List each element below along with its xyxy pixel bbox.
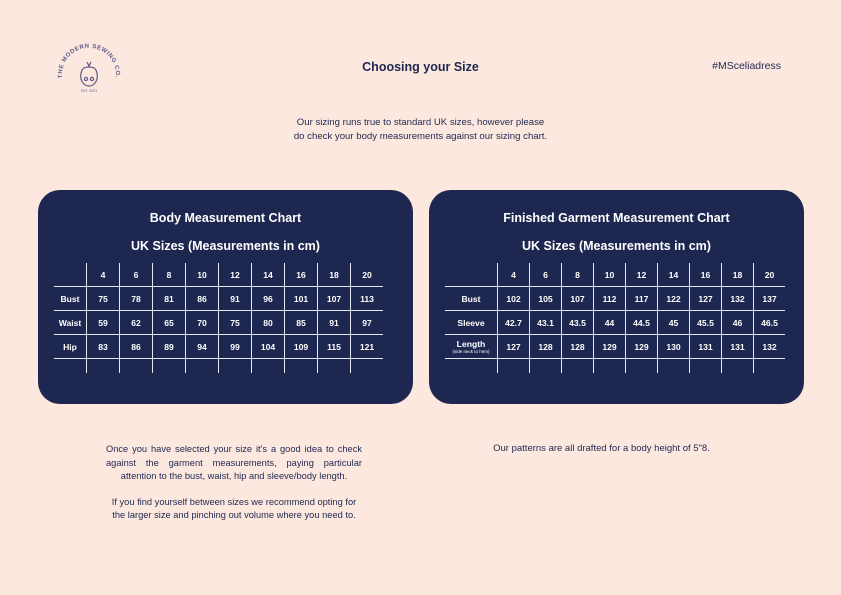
empty-cell bbox=[594, 359, 626, 374]
empty-cell bbox=[530, 359, 562, 374]
empty-cell bbox=[626, 359, 658, 374]
table-row bbox=[54, 287, 383, 311]
table-cell: 132 bbox=[722, 287, 754, 311]
table-cell: 44.5 bbox=[626, 311, 658, 335]
size-header: 10 bbox=[186, 263, 219, 287]
table-cell: 128 bbox=[562, 335, 594, 359]
row-label: Bust bbox=[445, 287, 498, 311]
table-cell: 65 bbox=[153, 311, 186, 335]
intro-line-1: Our sizing runs true to standard UK sizes, however please bbox=[296, 117, 545, 128]
size-header: 4 bbox=[87, 263, 120, 287]
empty-row bbox=[445, 359, 785, 374]
table-row bbox=[54, 335, 383, 359]
size-header: 16 bbox=[285, 263, 318, 287]
size-header: 12 bbox=[626, 263, 658, 287]
table-cell: 80 bbox=[252, 311, 285, 335]
size-header: 20 bbox=[351, 263, 384, 287]
table-cell: 131 bbox=[690, 335, 722, 359]
row-label: Sleeve bbox=[445, 311, 498, 335]
table-cell: 109 bbox=[285, 335, 318, 359]
sizing-advice bbox=[106, 443, 362, 535]
table-cell: 81 bbox=[153, 287, 186, 311]
size-header: 8 bbox=[562, 263, 594, 287]
table-cell: 137 bbox=[754, 287, 786, 311]
table-cell: 105 bbox=[530, 287, 562, 311]
table-cell: 42.7 bbox=[498, 311, 530, 335]
table-cell: 43.5 bbox=[562, 311, 594, 335]
table-cell: 45.5 bbox=[690, 311, 722, 335]
row-label-note: (side neck to hem) bbox=[452, 348, 490, 354]
empty-cell bbox=[54, 359, 87, 374]
table-cell: 91 bbox=[219, 287, 252, 311]
empty-cell bbox=[562, 359, 594, 374]
garment-chart-subtitle: UK Sizes (Measurements in cm) bbox=[522, 239, 711, 253]
hashtag: #MSceliadress bbox=[712, 60, 781, 72]
table-cell: 102 bbox=[498, 287, 530, 311]
row-label bbox=[445, 335, 498, 359]
corner-cell bbox=[445, 263, 498, 287]
empty-cell bbox=[658, 359, 690, 374]
intro-text bbox=[270, 116, 571, 144]
table-cell: 62 bbox=[120, 311, 153, 335]
empty-cell bbox=[285, 359, 318, 374]
table-row bbox=[445, 335, 785, 359]
table-cell: 115 bbox=[318, 335, 351, 359]
table-cell: 130 bbox=[658, 335, 690, 359]
empty-cell bbox=[498, 359, 530, 374]
row-label: Waist bbox=[54, 311, 87, 335]
body-chart-title: Body Measurement Chart bbox=[149, 211, 302, 225]
table-cell: 94 bbox=[186, 335, 219, 359]
table-cell: 132 bbox=[754, 335, 786, 359]
size-header: 18 bbox=[722, 263, 754, 287]
garment-measurement-card bbox=[429, 190, 804, 404]
table-cell: 97 bbox=[351, 311, 384, 335]
intro-line-2: do check your body measurements against our sizing chart. bbox=[293, 131, 548, 142]
table-cell: 117 bbox=[626, 287, 658, 311]
table-cell: 122 bbox=[658, 287, 690, 311]
empty-cell bbox=[219, 359, 252, 374]
table-cell: 44 bbox=[594, 311, 626, 335]
row-label: Hip bbox=[54, 335, 87, 359]
table-cell: 46.5 bbox=[754, 311, 786, 335]
table-cell: 59 bbox=[87, 311, 120, 335]
logo-ring-text: THE MODERN SEWING CO. bbox=[57, 43, 121, 79]
size-header: 4 bbox=[498, 263, 530, 287]
size-header-row bbox=[445, 263, 785, 287]
empty-cell bbox=[153, 359, 186, 374]
table-cell: 43.1 bbox=[530, 311, 562, 335]
row-label-main: Length bbox=[456, 338, 486, 349]
logo-est-text: EST. 2021 bbox=[80, 89, 98, 93]
table-cell: 129 bbox=[626, 335, 658, 359]
size-header: 16 bbox=[690, 263, 722, 287]
table-cell: 83 bbox=[87, 335, 120, 359]
table-cell: 86 bbox=[186, 287, 219, 311]
empty-row bbox=[54, 359, 383, 374]
table-cell: 85 bbox=[285, 311, 318, 335]
table-cell: 127 bbox=[690, 287, 722, 311]
body-height-note: Our patterns are all drafted for a body height of 5"8. bbox=[493, 443, 710, 454]
empty-cell bbox=[351, 359, 384, 374]
size-header: 12 bbox=[219, 263, 252, 287]
size-header: 14 bbox=[252, 263, 285, 287]
corner-cell bbox=[54, 263, 87, 287]
table-cell: 91 bbox=[318, 311, 351, 335]
table-cell: 121 bbox=[351, 335, 384, 359]
size-header: 6 bbox=[120, 263, 153, 287]
garment-measurement-table bbox=[445, 263, 785, 373]
table-cell: 101 bbox=[285, 287, 318, 311]
size-header: 20 bbox=[754, 263, 786, 287]
table-row bbox=[445, 311, 785, 335]
row-label: Bust bbox=[54, 287, 87, 311]
table-cell: 86 bbox=[120, 335, 153, 359]
table-cell: 46 bbox=[722, 311, 754, 335]
table-cell: 112 bbox=[594, 287, 626, 311]
table-cell: 128 bbox=[530, 335, 562, 359]
empty-cell bbox=[318, 359, 351, 374]
body-chart-subtitle: UK Sizes (Measurements in cm) bbox=[131, 239, 320, 253]
table-cell: 78 bbox=[120, 287, 153, 311]
empty-cell bbox=[722, 359, 754, 374]
size-header: 18 bbox=[318, 263, 351, 287]
size-header: 6 bbox=[530, 263, 562, 287]
table-cell: 96 bbox=[252, 287, 285, 311]
empty-cell bbox=[690, 359, 722, 374]
table-cell: 45 bbox=[658, 311, 690, 335]
body-measurement-table bbox=[54, 263, 383, 373]
empty-cell bbox=[445, 359, 498, 374]
garment-chart-title: Finished Garment Measurement Chart bbox=[503, 211, 730, 225]
table-cell: 127 bbox=[498, 335, 530, 359]
table-cell: 75 bbox=[219, 311, 252, 335]
table-cell: 131 bbox=[722, 335, 754, 359]
table-cell: 70 bbox=[186, 311, 219, 335]
empty-cell bbox=[186, 359, 219, 374]
table-cell: 107 bbox=[562, 287, 594, 311]
empty-cell bbox=[87, 359, 120, 374]
advice-paragraph-2: If you find yourself between sizes we recommend opting for the larger size and pinching out volume where you need to. bbox=[111, 496, 357, 520]
size-header-row bbox=[54, 263, 383, 287]
table-cell: 75 bbox=[87, 287, 120, 311]
table-row bbox=[54, 311, 383, 335]
page-title: Choosing your Size bbox=[362, 60, 479, 74]
size-header: 10 bbox=[594, 263, 626, 287]
advice-paragraph-1: Once you have selected your size it's a good idea to check against the garment measurements, paying particular attention to the bust, waist, hip and sleeve/body length. bbox=[106, 444, 362, 481]
empty-cell bbox=[252, 359, 285, 374]
size-header: 8 bbox=[153, 263, 186, 287]
table-row bbox=[445, 287, 785, 311]
table-cell: 89 bbox=[153, 335, 186, 359]
table-cell: 99 bbox=[219, 335, 252, 359]
empty-cell bbox=[120, 359, 153, 374]
size-header: 14 bbox=[658, 263, 690, 287]
table-cell: 113 bbox=[351, 287, 384, 311]
body-measurement-card bbox=[38, 190, 413, 404]
empty-cell bbox=[754, 359, 786, 374]
table-cell: 129 bbox=[594, 335, 626, 359]
table-cell: 104 bbox=[252, 335, 285, 359]
table-cell: 107 bbox=[318, 287, 351, 311]
